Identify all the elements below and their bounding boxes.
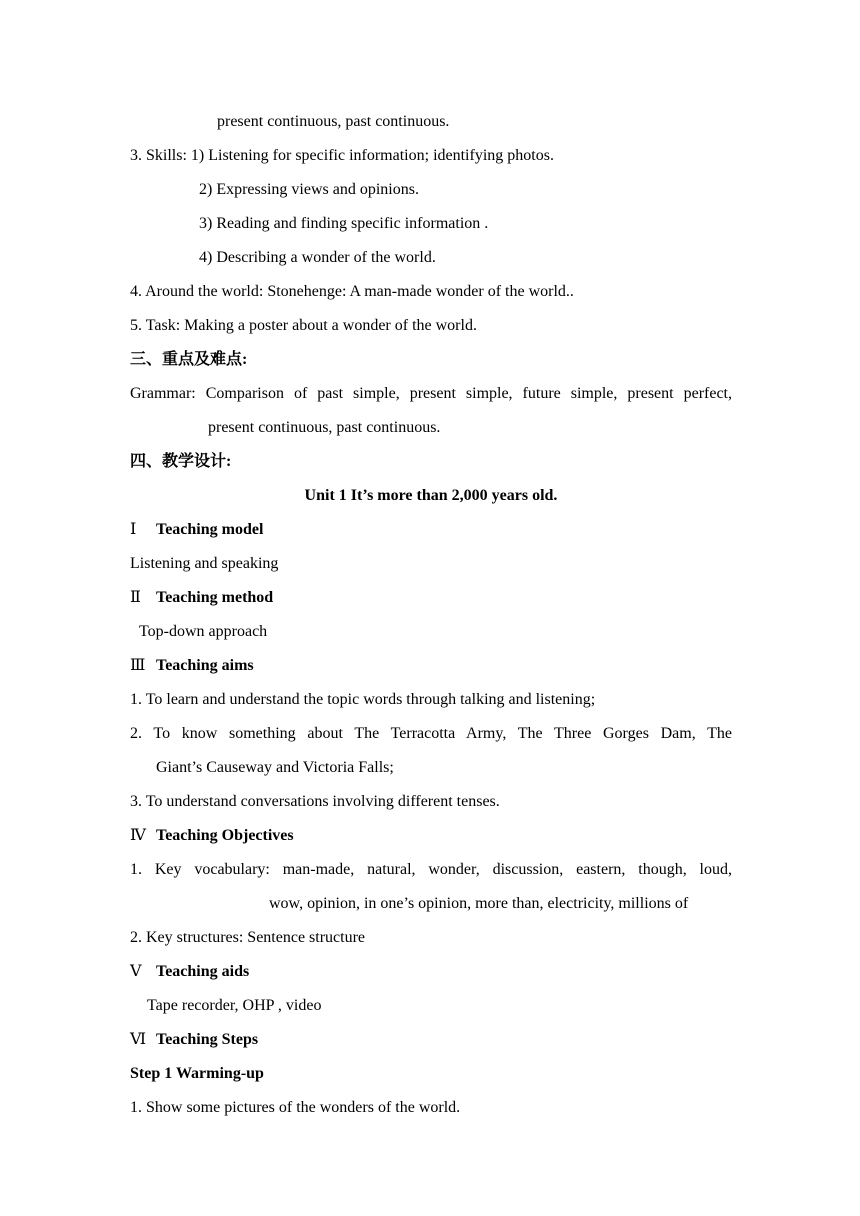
text-line: Tape recorder, OHP , video: [147, 997, 322, 1014]
subheading-label: Teaching model: [156, 521, 264, 538]
text-line: Giant’s Causeway and Victoria Falls;: [156, 759, 394, 776]
subheading-label: Teaching aids: [156, 963, 250, 980]
text-line: 2. Key structures: Sentence structure: [130, 929, 366, 946]
text-line: 5. Task: Making a poster about a wonder of the world.: [130, 317, 477, 334]
text-line: Top-down approach: [139, 623, 268, 640]
text-line: 1. Show some pictures of the wonders of the world.: [130, 1099, 461, 1116]
roman-numeral: Ⅲ: [130, 657, 146, 674]
roman-numeral: Ⅵ: [130, 1031, 147, 1048]
text-line: 3. Skills: 1) Listening for specific information; identifying photos.: [130, 147, 554, 164]
roman-numeral: Ⅴ: [130, 963, 142, 980]
section-heading: 三、重点及难点:: [130, 351, 248, 368]
text-line: 4. Around the world: Stonehenge: A man-made wonder of the world..: [130, 283, 574, 300]
unit-title: Unit 1 It’s more than 2,000 years old.: [304, 487, 558, 504]
text-line: 2. To know something about The Terracotta Army, The Three Gorges Dam, The: [130, 725, 732, 742]
text-line: 1. To learn and understand the topic words through talking and listening;: [130, 691, 596, 708]
text-line: 2) Expressing views and opinions.: [199, 181, 419, 198]
roman-numeral: Ⅳ: [130, 827, 146, 844]
subheading: [130, 520, 263, 540]
subheading-label: Teaching method: [156, 589, 274, 606]
subheading: [130, 588, 273, 608]
subheading-label: Teaching Steps: [156, 1031, 259, 1048]
text-line: present continuous, past continuous.: [208, 419, 441, 436]
text-line: wow, opinion, in one’s opinion, more than, electricity, millions of: [269, 895, 689, 912]
text-line: 3. To understand conversations involving different tenses.: [130, 793, 500, 810]
roman-numeral: Ⅰ: [130, 521, 137, 538]
text-line: 3) Reading and finding specific information .: [199, 215, 489, 232]
subheading: [130, 962, 249, 982]
section-heading: 四、教学设计:: [130, 453, 232, 470]
text-line: 1. Key vocabulary: man-made, natural, wonder, discussion, eastern, though, loud,: [130, 861, 732, 878]
subheading: [130, 826, 294, 846]
step-heading: Step 1 Warming-up: [130, 1065, 264, 1082]
text-line: 4) Describing a wonder of the world.: [199, 249, 436, 266]
text-line: present continuous, past continuous.: [217, 113, 450, 130]
subheading-label: Teaching aims: [156, 657, 254, 674]
subheading: [130, 656, 254, 676]
subheading-label: Teaching Objectives: [156, 827, 294, 844]
text-line: Listening and speaking: [130, 555, 279, 572]
text-line: Grammar: Comparison of past simple, present simple, future simple, present perfect,: [130, 385, 732, 402]
subheading: [130, 1030, 258, 1050]
roman-numeral: Ⅱ: [130, 589, 141, 606]
